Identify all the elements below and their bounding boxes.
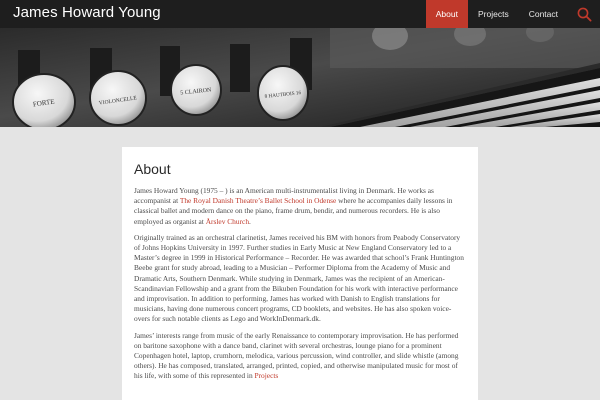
p3-text-a: James’ interests range from music of the early Renaissance to contemporary improvisation. He has performed on baritone saxophone with a dance band, clarinet with several orchestras, lounge piano for a prominent Copenhagen hotel, laptop, crumhorn, melodica, various percussion, wind controller, and slide whistle (among others). He has composed, translated, arranged, printed, copied, and otherwise manipulated music for most of his life, with some of this represented in <box>134 330 459 381</box>
p1-text-b: where he accompanies daily lessons in classical ballet and modern dance on the piano, frame drum, bendir, and numerous recorders. He is also employed as organist at <box>134 196 453 226</box>
page-title: About <box>134 161 171 177</box>
p1-text-a: James Howard Young (1975 – ) is an American multi-instrumentalist living in Denmark. He works as accompanist at <box>134 186 434 206</box>
search-button[interactable] <box>568 0 600 28</box>
search-icon <box>577 7 592 22</box>
projects-link[interactable]: Projects <box>254 371 279 381</box>
nav-contact[interactable]: Contact <box>528 9 558 19</box>
site-title[interactable]: James Howard Young <box>13 4 161 21</box>
about-paragraph-3 <box>134 331 466 382</box>
hero-banner-organ-stops <box>0 28 600 127</box>
main-nav <box>426 0 600 28</box>
about-paragraph-2: Originally trained as an orchestral clarinetist, James received his BM with honors from Peabody Conservatory of Johns Hopkins University in 1997. Further studies in Early Music at New England Conservatory led to a Master’s degree in 1999 in Historical Performance – Recorder. He was awarded that school’s Frank Huntington Beebe grant for study abroad, leading to a Musician – Performer Diploma from the Academy of Music and Dramatic Arts, Southern Denmark. While studying in Denmark, James was the recipient of an American-Scandinavian Fellowship and a grant from the Bikuben Foundation for his work with interactive performance and improvisation. In addition to performing, James has worked with Danish to English translations for musicians, having done numerous concert programs, CD booklets, and websites. He has also spoken voice-overs for such notable clients as Lego and WorkInDenmark.dk. <box>134 232 464 324</box>
stop-label-clairon: 5 CLAIRON <box>180 87 212 97</box>
ballet-school-link[interactable]: The Royal Danish Theatre’s Ballet School in Odense <box>179 196 337 206</box>
stop-label-hautbois: 8 HAUTBOIS 16 <box>264 90 302 100</box>
stop-label-forte: FORTE <box>32 97 56 109</box>
stop-label-violoncelle: VIOLONCELLE <box>98 95 138 107</box>
top-bar <box>0 0 600 28</box>
organ-stops-image <box>0 28 600 127</box>
nav-about[interactable]: About <box>426 0 468 28</box>
p1-text-c: . <box>249 216 251 226</box>
nav-projects[interactable]: Projects <box>477 9 509 19</box>
arslev-church-link[interactable]: Årslev Church <box>205 216 250 226</box>
about-paragraph-1 <box>134 186 466 227</box>
about-card <box>122 147 478 400</box>
